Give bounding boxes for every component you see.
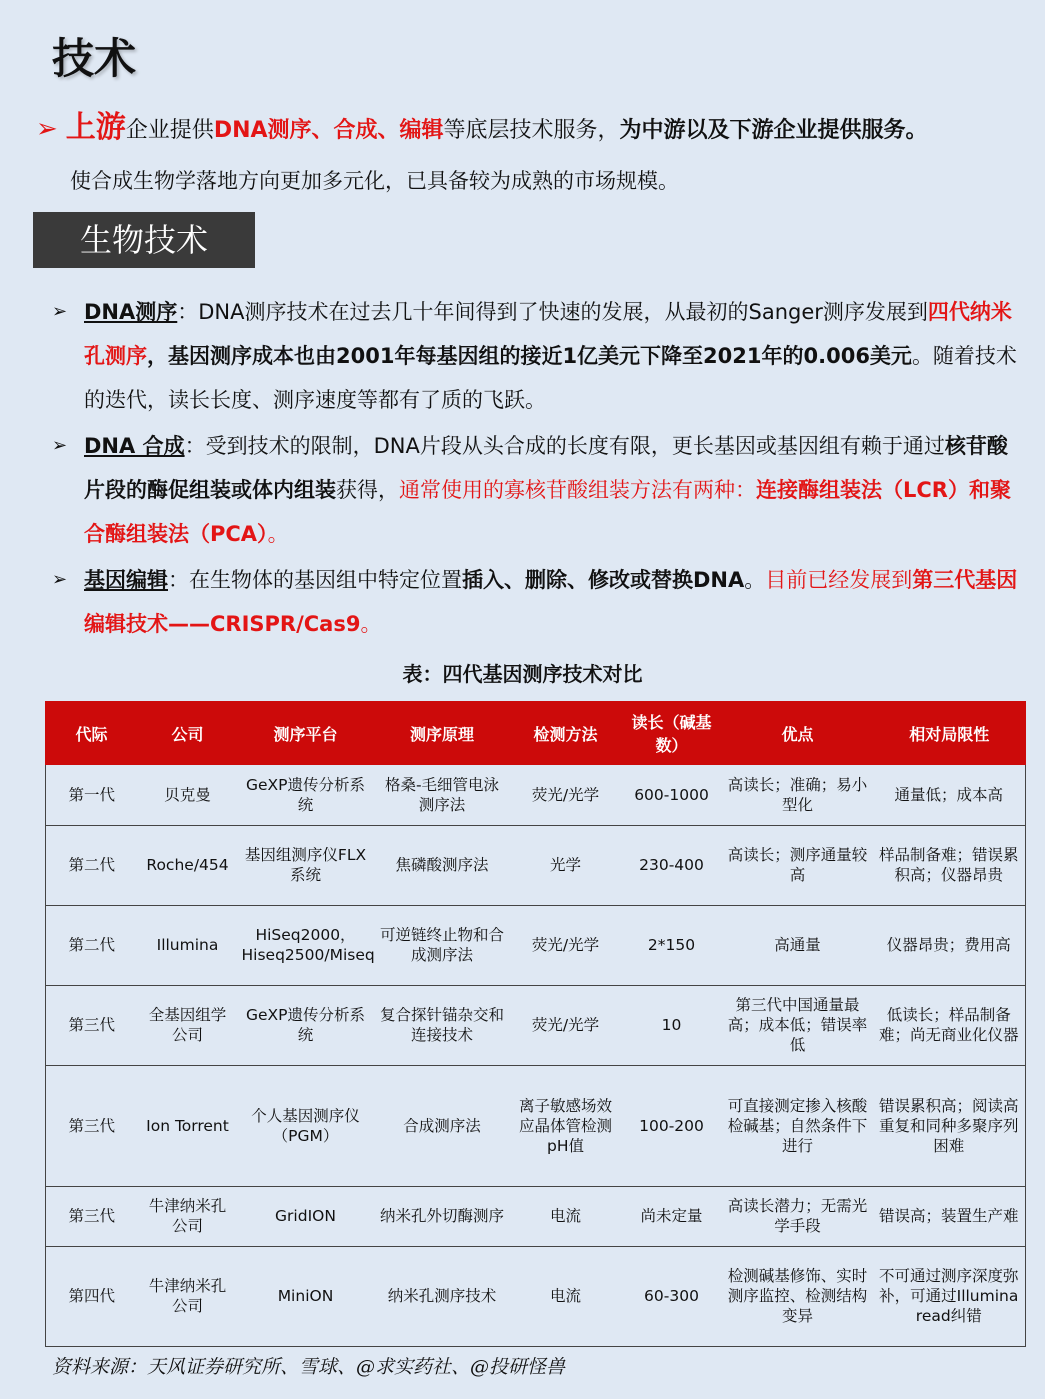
cell-platform: MiniON — [238, 1246, 374, 1346]
bullet-highlight: 目前已经发展到 — [765, 568, 913, 592]
bullet-bold: ，基因测序成本也由2001年每基因组的接近1亿美元下降至2021年的0.006美元 — [147, 344, 912, 368]
cell-platform: GeXP遗传分析系统 — [238, 985, 374, 1065]
cell-advantages: 高读长潜力；无需光学手段 — [723, 1186, 873, 1246]
cell-company: 牛津纳米孔公司 — [138, 1186, 238, 1246]
bullet-text: DNA测序技术在过去几十年间得到了快速的发展，从最初的Sanger测序发展到 — [198, 300, 928, 324]
cell-principle: 纳米孔测序技术 — [374, 1246, 511, 1346]
bullet-dna-sequencing — [52, 290, 1022, 422]
header-detection: 检测方法 — [511, 701, 621, 765]
cell-advantages: 可直接测定掺入核酸检碱基；自然条件下进行 — [723, 1065, 873, 1186]
header-company: 公司 — [138, 701, 238, 765]
cell-advantages: 高读长；准确；易小型化 — [723, 765, 873, 825]
cell-detection: 离子敏感场效应晶体管检测pH值 — [511, 1065, 621, 1186]
upstream-line-2: 使合成生物学落地方向更加多元化，已具备较为成熟的市场规模。 — [70, 169, 679, 193]
header-generation: 代际 — [46, 701, 138, 765]
page-title: 技术 — [52, 34, 137, 83]
cell-limitations: 低读长；样品制备难；尚无商业化仪器 — [873, 985, 1026, 1065]
cell-generation: 第二代 — [46, 825, 138, 905]
cell-platform: GridION — [238, 1186, 374, 1246]
upstream-lead: 上游 — [65, 110, 126, 145]
table-row — [46, 1246, 1026, 1346]
cell-generation: 第三代 — [46, 985, 138, 1065]
colon: ： — [177, 300, 199, 324]
bullet-text: 。 — [744, 568, 766, 592]
cell-generation: 第二代 — [46, 905, 138, 985]
source-note: 资料来源：天风证券研究所、雪球、@求实药社、@投研怪兽 — [52, 1356, 566, 1378]
cell-advantages: 第三代中国通量最高；成本低；错误率低 — [723, 985, 873, 1065]
cell-advantages: 高通量 — [723, 905, 873, 985]
upstream-summary — [36, 110, 1036, 149]
cell-generation: 第四代 — [46, 1246, 138, 1346]
cell-detection: 荧光/光学 — [511, 765, 621, 825]
upstream-text-1: 企业提供 — [125, 118, 214, 143]
bullet-highlight: 四代纳米孔测序 — [84, 300, 1012, 368]
cell-detection: 荧光/光学 — [511, 985, 621, 1065]
cell-company: 全基因组学公司 — [138, 985, 238, 1065]
cell-limitations: 错误累积高；阅读高重复和同种多聚序列困难 — [873, 1065, 1026, 1186]
cell-principle: 可逆链终止物和合成测序法 — [374, 905, 511, 985]
header-principle: 测序原理 — [374, 701, 511, 765]
bullet-heading: DNA测序 — [84, 300, 178, 324]
table-title: 表：四代基因测序技术对比 — [402, 662, 643, 686]
cell-read-length: 2*150 — [621, 905, 723, 985]
cell-company: 牛津纳米孔公司 — [138, 1246, 238, 1346]
arrow-bullet-icon: ➢ — [36, 114, 58, 144]
cell-detection: 光学 — [511, 825, 621, 905]
arrow-bullet-icon: ➢ — [52, 435, 68, 456]
cell-generation: 第一代 — [46, 765, 138, 825]
bullet-highlight: 。 — [267, 522, 289, 546]
header-read-length: 读长（碱基数） — [621, 701, 723, 765]
section-label: 生物技术 — [33, 212, 255, 268]
cell-read-length: 尚未定量 — [621, 1186, 723, 1246]
cell-principle: 合成测序法 — [374, 1065, 511, 1186]
header-platform: 测序平台 — [238, 701, 374, 765]
cell-principle: 纳米孔外切酶测序 — [374, 1186, 511, 1246]
cell-read-length: 10 — [621, 985, 723, 1065]
cell-limitations: 不可通过测序深度弥补，可通过Illumina read纠错 — [873, 1246, 1026, 1346]
cell-limitations: 错误高；装置生产难 — [873, 1186, 1026, 1246]
cell-detection: 电流 — [511, 1246, 621, 1346]
upstream-text-2: 等底层技术服务， — [443, 118, 620, 143]
sequencing-comparison-table — [45, 701, 1026, 1347]
cell-limitations: 通量低；成本高 — [873, 765, 1026, 825]
table-header-row — [46, 701, 1026, 765]
cell-limitations: 仪器昂贵；费用高 — [873, 905, 1026, 985]
header-limitations: 相对局限性 — [873, 701, 1026, 765]
cell-principle: 复合探针锚杂交和连接技术 — [374, 985, 511, 1065]
cell-limitations: 样品制备难；错误累积高；仪器昂贵 — [873, 825, 1026, 905]
cell-company: Ion Torrent — [138, 1065, 238, 1186]
cell-generation: 第三代 — [46, 1065, 138, 1186]
cell-company: Roche/454 — [138, 825, 238, 905]
cell-advantages: 检测碱基修饰、实时测序监控、检测结构变异 — [723, 1246, 873, 1346]
colon: ： — [184, 434, 206, 458]
cell-company: 贝克曼 — [138, 765, 238, 825]
cell-company: Illumina — [138, 905, 238, 985]
bullet-bold: 插入、删除、修改或替换DNA — [462, 568, 745, 592]
cell-principle: 焦磷酸测序法 — [374, 825, 511, 905]
table-row — [46, 985, 1026, 1065]
table-row — [46, 1186, 1026, 1246]
table-row — [46, 765, 1026, 825]
bullet-dna-synthesis — [52, 424, 1022, 556]
cell-platform: GeXP遗传分析系统 — [238, 765, 374, 825]
table-row — [46, 1065, 1026, 1186]
bullet-text: 受到技术的限制，DNA片段从头合成的长度有限，更长基因或基因组有赖于通过 — [205, 434, 945, 458]
bullet-highlight: 第三代基因编辑技术——CRISPR/Cas9 — [84, 568, 1018, 636]
bullet-heading: DNA 合成 — [84, 434, 185, 458]
table-row — [46, 905, 1026, 985]
cell-read-length: 600-1000 — [621, 765, 723, 825]
arrow-bullet-icon: ➢ — [52, 301, 68, 322]
upstream-text-3: 为中游以及下游企业提供服务。 — [619, 118, 928, 143]
bullet-gene-editing — [52, 558, 1022, 646]
bullet-text: 。随着技术的迭代，读长长度、测序速度等都有了质的飞跃。 — [84, 344, 1017, 412]
cell-read-length: 230-400 — [621, 825, 723, 905]
bullet-text: 获得， — [336, 478, 399, 502]
cell-detection: 电流 — [511, 1186, 621, 1246]
upstream-dna-services: DNA测序、合成、编辑 — [213, 118, 444, 143]
table-row — [46, 825, 1026, 905]
bullet-highlight: 连接酶组装法（LCR）和聚合酶组装法（PCA） — [84, 478, 1011, 546]
arrow-bullet-icon: ➢ — [52, 569, 68, 590]
bullet-heading: 基因编辑 — [84, 568, 168, 592]
bullet-bold: 核苷酸片段的酶促组装或体内组装 — [84, 434, 1008, 502]
bullet-text: 在生物体的基因组中特定位置 — [189, 568, 462, 592]
colon: ： — [168, 568, 189, 592]
bullet-highlight: 。 — [360, 612, 382, 636]
cell-platform: 个人基因测序仪（PGM） — [238, 1065, 374, 1186]
cell-platform: 基因组测序仪FLX系统 — [238, 825, 374, 905]
cell-advantages: 高读长；测序通量较高 — [723, 825, 873, 905]
cell-generation: 第三代 — [46, 1186, 138, 1246]
cell-platform: HiSeq2000，Hiseq2500/Miseq — [238, 905, 374, 985]
cell-read-length: 100-200 — [621, 1065, 723, 1186]
cell-detection: 荧光/光学 — [511, 905, 621, 985]
bullet-highlight: 通常使用的寡核苷酸组装方法有两种： — [399, 478, 756, 502]
cell-read-length: 60-300 — [621, 1246, 723, 1346]
cell-principle: 格桑-毛细管电泳测序法 — [374, 765, 511, 825]
header-advantages: 优点 — [723, 701, 873, 765]
